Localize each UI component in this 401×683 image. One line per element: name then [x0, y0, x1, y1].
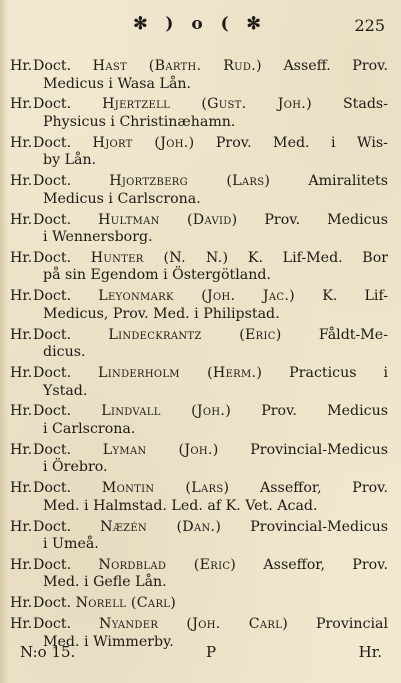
- list-item: [10, 557, 388, 592]
- entry-office: K. Lif-Med. Bor: [247, 249, 389, 266]
- entry-line-1: [33, 557, 388, 575]
- entry-name: Hultman (David): [98, 211, 238, 228]
- entry-degree: Doct.: [33, 595, 72, 612]
- list-item: [10, 173, 388, 208]
- entry-line-2: Med. i Halmstad. Led. af K. Vet. Acad.: [43, 497, 318, 514]
- entry-degree: Doct.: [33, 173, 72, 190]
- list-item: [10, 212, 388, 247]
- entry-degree: Doct.: [33, 616, 72, 633]
- entry-name: Nyander (Joh. Carl): [99, 616, 289, 633]
- entry-line-1: [33, 403, 388, 421]
- entry-title: Hr.: [10, 173, 33, 190]
- entry-name: Linderholm (Herm.): [98, 365, 263, 381]
- entry-title: Hr.: [10, 403, 33, 420]
- list-item: [10, 480, 388, 515]
- entry-office: Provincial-Medicus: [250, 518, 388, 535]
- entry-title: Hr.: [10, 134, 33, 151]
- list-item: [10, 327, 388, 362]
- entry-name: Hjort (Joh.): [92, 134, 195, 151]
- list-item: [10, 288, 388, 323]
- entry-degree: Doct.: [33, 288, 72, 305]
- signature-mark: N:o 15.: [20, 643, 76, 661]
- entry-degree: Doct.: [33, 326, 72, 343]
- entry-name: Hunter (N. N.): [90, 249, 229, 266]
- list-item: [10, 96, 388, 131]
- list-item: [10, 519, 388, 554]
- entry-title: Hr.: [10, 616, 33, 633]
- entry-title: Hr.: [10, 58, 33, 74]
- entry-line-1: [33, 58, 388, 76]
- entry-line-2: Medicus i Wasa Lån.: [43, 75, 192, 92]
- entry-title: Hr.: [10, 211, 33, 228]
- entry-line-2: Medicus, Prov. Med. i Philipstad.: [43, 305, 280, 322]
- entry-line-2: Ystad.: [43, 382, 88, 399]
- entry-office: Amiralitets: [308, 173, 388, 190]
- entry-degree: Doct.: [33, 134, 72, 151]
- page-number: 225: [354, 16, 385, 35]
- list-item: [10, 365, 388, 400]
- entry-degree: Doct.: [33, 480, 72, 497]
- entry-line-2: Med. i Wimmerby.: [43, 633, 174, 650]
- entry-title: Hr.: [10, 249, 33, 266]
- entry-office: Fåldt-Me-: [318, 326, 388, 343]
- entry-line-1: [33, 250, 388, 268]
- entry-line-1: [33, 327, 388, 345]
- entry-office: Asseffor, Prov.: [260, 480, 388, 497]
- entry-office: Practicus i: [289, 365, 389, 381]
- list-item: [10, 595, 388, 613]
- entry-degree: Doct.: [33, 441, 72, 458]
- entry-list: [10, 58, 388, 654]
- entry-line-2: i Carlscrona.: [43, 420, 136, 437]
- entry-line-2: i Umeå.: [43, 536, 99, 553]
- entry-name: Lyman (Joh.): [102, 441, 219, 458]
- entry-line-2: by Lån.: [43, 152, 97, 169]
- entry-name: Lindvall (Joh.): [101, 403, 232, 420]
- entry-name: Leyonmark (Joh. Jac.): [98, 288, 295, 305]
- entry-name: Hast (Barth. Rud.): [92, 58, 262, 74]
- entry-title: Hr.: [10, 556, 33, 573]
- entry-line-2: på sin Egendom i Östergötland.: [43, 267, 271, 284]
- list-item: [10, 135, 388, 170]
- entry-line-1: [33, 519, 388, 537]
- entry-line-1: [33, 480, 388, 498]
- entry-line-2: i Örebro.: [43, 459, 108, 476]
- entry-office: Prov. Med. i Wis-: [215, 134, 388, 151]
- sheet-letter: P: [206, 643, 217, 661]
- page-spine-shadow: [0, 0, 8, 683]
- entry-name: Næzén (Dan.): [100, 518, 222, 535]
- list-item: [10, 250, 388, 285]
- entry-line-1: [33, 135, 388, 153]
- entry-degree: Doct.: [33, 403, 72, 420]
- entry-line-2: Med. i Gefle Lån.: [43, 574, 167, 591]
- entry-degree: Doct.: [33, 556, 72, 573]
- entry-line-1: [33, 595, 388, 613]
- entry-name: Montin (Lars): [101, 480, 230, 497]
- entry-degree: Doct.: [33, 518, 72, 535]
- entry-degree: Doct.: [33, 211, 72, 228]
- entry-title: Hr.: [10, 595, 33, 612]
- list-item: [10, 58, 388, 93]
- entry-title: Hr.: [10, 518, 33, 535]
- entry-degree: Doct.: [33, 58, 72, 74]
- entry-line-1: [33, 96, 388, 114]
- entry-office: Stads-: [342, 96, 388, 113]
- entry-line-2: Medicus i Carlscrona.: [43, 190, 201, 207]
- entry-line-2: i Wennersborg.: [43, 229, 153, 246]
- page-header: [0, 14, 401, 40]
- entry-degree: Doct.: [33, 249, 72, 266]
- entry-line-1: [33, 173, 388, 191]
- entry-title: Hr.: [10, 326, 33, 343]
- entry-office: Asseff. Prov.: [283, 58, 388, 74]
- entry-office: Prov. Medicus: [264, 211, 388, 228]
- entry-line-1: [33, 442, 388, 460]
- entry-line-2: Physicus i Christinæhamn.: [43, 113, 236, 130]
- entry-line-1: [33, 212, 388, 230]
- entry-office: Asseffor, Prov.: [263, 556, 388, 573]
- entry-line-1: [33, 288, 388, 306]
- entry-line-2: dicus.: [43, 344, 86, 361]
- entry-office: Prov. Medicus: [261, 403, 388, 420]
- entry-title: Hr.: [10, 365, 33, 381]
- entry-title: Hr.: [10, 441, 33, 458]
- entry-name: Hjortzberg (Lars): [109, 173, 271, 190]
- entry-name: Lindeckrantz (Eric): [108, 326, 282, 343]
- entry-name: Nordblad (Eric): [98, 556, 237, 573]
- entry-degree: Doct.: [33, 365, 72, 381]
- list-item: [10, 403, 388, 438]
- header-ornament: ✻ ) o ( ✻: [133, 14, 267, 34]
- entry-title: Hr.: [10, 96, 33, 113]
- entry-name: Norell (Carl): [75, 595, 177, 612]
- entry-line-1: [33, 365, 388, 383]
- page-footer: [20, 643, 382, 663]
- entry-degree: Doct.: [33, 96, 72, 113]
- entry-line-1: [33, 616, 388, 634]
- entry-office: Provincial: [315, 616, 388, 633]
- entry-office: Provincial-Medicus: [250, 441, 388, 458]
- entry-name: Hjertzell (Gust. Joh.): [102, 96, 312, 113]
- entry-title: Hr.: [10, 288, 33, 305]
- entry-office: K. Lif-: [322, 288, 388, 305]
- catchword: Hr.: [358, 643, 382, 661]
- entry-title: Hr.: [10, 480, 33, 497]
- list-item: [10, 442, 388, 477]
